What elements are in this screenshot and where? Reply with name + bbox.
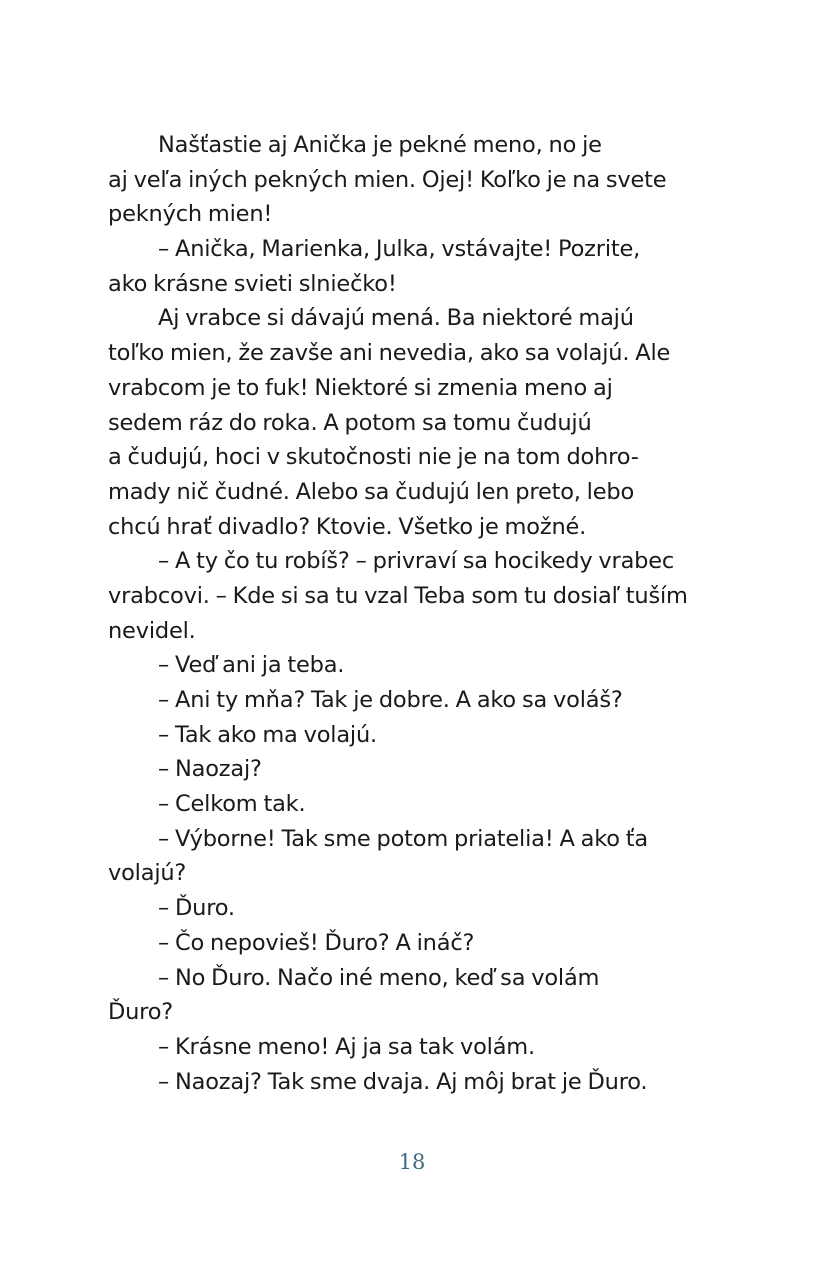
story-text [108,128,708,1099]
text-line: – Naozaj? Tak sme dvaja. Aj môj brat je Ďuro. [158,1068,648,1095]
text-line: – Veď ani ja teba. [158,652,345,679]
page-number: 18 [398,1150,426,1174]
text-line: Ďuro? [108,999,174,1026]
text-line: – Naozaj? [158,756,262,783]
text-line: – Čo nepovieš! Ďuro? A ináč? [158,929,475,956]
text-line: chcú hrať divadlo? Ktovie. Všetko je možné. [108,513,587,540]
text-line: volajú? [108,860,187,887]
text-line: sedem ráz do roka. A potom sa tomu čudujú [108,409,592,436]
text-line: – No Ďuro. Načo iné meno, keď sa volám [158,964,600,991]
text-line: Aj vrabce si dávajú mená. Ba niektoré majú [158,305,634,332]
text-line: nevidel. [108,617,196,644]
text-line: – Celkom tak. [158,791,306,818]
text-line: – Výborne! Tak sme potom priatelia! A ako ťa [158,825,648,852]
text-line: – Tak ako ma volajú. [158,721,377,748]
text-line: – Anička, Marienka, Julka, vstávajte! Pozrite, [158,236,641,263]
text-line: – A ty čo tu robíš? – privraví sa hocikedy vrabec [158,548,675,575]
text-line: vrabcom je to fuk! Niektoré si zmenia meno aj [108,374,613,401]
text-line: aj veľa iných pekných mien. Ojej! Koľko je na svete [108,166,667,193]
text-line: toľko mien, že zavše ani nevedia, ako sa volajú. Ale [108,340,671,367]
text-line: pekných mien! [108,201,273,228]
text-line: – Ani ty mňa? Tak je dobre. A ako sa voláš? [158,687,623,713]
text-line: ako krásne svieti slniečko! [108,270,397,297]
text-line: mady nič čudné. Alebo sa čudujú len preto, lebo [108,478,635,505]
text-line: a čudujú, hoci v skutočnosti nie je na tom dohro- [108,444,639,471]
text-line: vrabcovi. – Kde si sa tu vzal Teba som tu dosiaľ tuším [108,582,688,609]
text-line: – Ďuro. [158,895,235,922]
text-line: – Krásne meno! Aj ja sa tak volám. [158,1033,535,1060]
text-line: Našťastie aj Anička je pekné meno, no je [158,132,602,158]
